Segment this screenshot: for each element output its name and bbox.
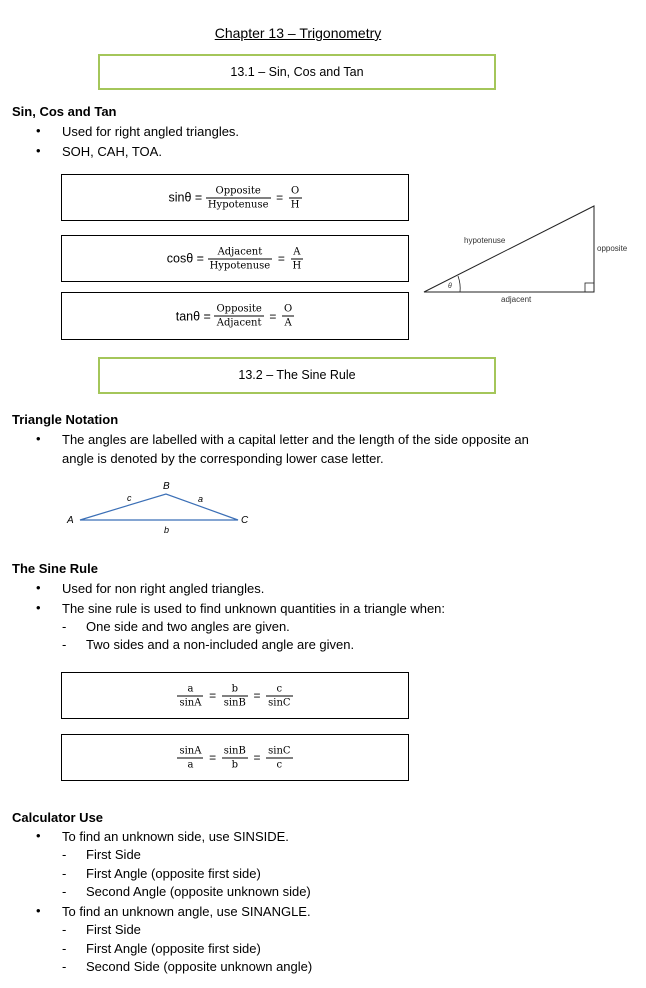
adjacent-label: adjacent <box>501 295 532 304</box>
formula-box-tan <box>61 292 409 340</box>
dash-marker: - <box>62 922 67 937</box>
section-box-13-1 <box>98 54 496 90</box>
theta-label: θ <box>448 283 452 290</box>
right-triangle-diagram <box>418 200 640 310</box>
sub-bullet-text: First Side <box>86 847 141 862</box>
formula-lhs: cosθ = <box>166 251 204 266</box>
denominator: H <box>290 199 300 210</box>
numerator: sinA <box>179 745 202 756</box>
fraction <box>289 184 302 211</box>
bullet-dot: • <box>36 123 41 138</box>
dash-marker: - <box>62 884 67 899</box>
equals-sign: = <box>277 251 285 266</box>
formula-box-sin <box>61 174 409 221</box>
bullet-text: Used for non right angled triangles. <box>62 581 265 596</box>
fraction <box>206 184 271 211</box>
sub-bullet-text: First Angle (opposite first side) <box>86 941 261 956</box>
bullet-dot: • <box>36 143 41 158</box>
heading-calculator-use: Calculator Use <box>12 810 104 825</box>
formula-box-sine-rule-angles <box>61 734 409 781</box>
equals-sign: = <box>253 750 261 765</box>
bullet-dot: • <box>36 828 41 843</box>
bullet-dot: • <box>36 431 41 446</box>
dash-marker: - <box>62 866 67 881</box>
denominator: sinB <box>223 697 246 708</box>
sub-bullet-text: Second Side (opposite unknown angle) <box>86 959 313 974</box>
equals-sign: = <box>209 750 217 765</box>
denominator: Adjacent <box>216 317 262 329</box>
numerator: Opposite <box>216 303 262 315</box>
bullet-text: Used for right angled triangles. <box>62 124 240 139</box>
fraction <box>214 303 263 330</box>
fraction <box>222 744 248 771</box>
bullet-text-continued: angle is denoted by the corresponding lower case letter. <box>62 451 384 466</box>
formula-sine-rule-sides <box>62 682 408 709</box>
equals-sign: = <box>269 309 277 323</box>
bullet-text: The angles are labelled with a capital letter and the length of the side opposite an <box>62 432 529 447</box>
denominator: Hypotenuse <box>209 260 271 271</box>
denominator: A <box>284 317 292 329</box>
equals-sign: = <box>209 688 217 703</box>
sub-bullet-text: Second Angle (opposite unknown side) <box>86 884 311 899</box>
formula-lhs: tanθ = <box>175 309 211 323</box>
bullet-dot: • <box>36 600 41 615</box>
numerator: O <box>284 303 293 315</box>
hypotenuse-label: hypotenuse <box>464 236 506 245</box>
formula-tan <box>62 303 408 330</box>
section-label: 13.2 – The Sine Rule <box>238 368 356 382</box>
numerator: b <box>222 682 248 696</box>
formula-cos <box>62 245 408 272</box>
numerator: c <box>266 682 292 696</box>
formula-box-cos <box>61 235 409 282</box>
denominator: b <box>231 759 238 770</box>
sub-bullet-text: Two sides and a non-included angle are given. <box>86 637 355 652</box>
heading-triangle-notation: Triangle Notation <box>12 412 119 427</box>
sub-bullet-text: First Angle (opposite first side) <box>86 866 261 881</box>
bullet-dot: • <box>36 580 41 595</box>
fraction <box>282 303 294 330</box>
denominator: a <box>187 759 194 770</box>
dash-marker: - <box>62 959 67 974</box>
equals-sign: = <box>253 688 261 703</box>
fraction <box>266 744 292 771</box>
sub-bullet-text: One side and two angles are given. <box>86 619 290 634</box>
bullet-text: SOH, CAH, TOA. <box>62 144 162 159</box>
bullet-text: To find an unknown side, use SINSIDE. <box>62 829 289 844</box>
denominator: Hypotenuse <box>207 199 269 210</box>
right-angle-marker <box>585 283 594 292</box>
denominator: sinC <box>268 697 291 708</box>
formula-lhs: sinθ = <box>168 190 203 205</box>
section-box-13-2 <box>98 357 496 394</box>
fraction <box>222 682 248 709</box>
formula-box-sine-rule-sides <box>61 672 409 719</box>
side-b-label: b <box>164 525 170 535</box>
abc-triangle-shape <box>80 494 238 520</box>
opposite-label: opposite <box>597 244 628 253</box>
equals-sign: = <box>276 190 284 205</box>
numerator: sinC <box>268 745 291 756</box>
fraction <box>291 245 304 272</box>
bullet-text: To find an unknown angle, use SINANGLE. <box>62 904 311 919</box>
vertex-a-label: A <box>67 515 74 526</box>
numerator: O <box>289 184 302 198</box>
section-label: 13.1 – Sin, Cos and Tan <box>230 65 364 79</box>
vertex-c-label: C <box>241 515 249 526</box>
bullet-text: The sine rule is used to find unknown quantities in a triangle when: <box>62 601 446 616</box>
fraction <box>177 744 203 771</box>
numerator: sinB <box>223 745 246 756</box>
numerator: Opposite <box>206 184 271 198</box>
formula-sin <box>62 184 408 211</box>
fraction <box>177 682 203 709</box>
numerator: Adjacent <box>208 245 273 259</box>
fraction <box>208 245 273 272</box>
angle-arc <box>458 276 460 292</box>
heading-sine-rule: The Sine Rule <box>12 561 98 576</box>
numerator: A <box>291 245 304 259</box>
vertex-b-label: B <box>163 481 170 492</box>
formula-sine-rule-angles <box>62 744 408 771</box>
dash-marker: - <box>62 941 67 956</box>
denominator: c <box>276 759 283 770</box>
heading-sin-cos-tan: Sin, Cos and Tan <box>12 104 117 119</box>
bullet-dot: • <box>36 903 41 918</box>
abc-triangle-diagram <box>60 476 270 540</box>
dash-marker: - <box>62 847 67 862</box>
side-a-label: a <box>198 494 204 504</box>
denominator: H <box>292 260 302 271</box>
side-c-label: c <box>127 493 132 503</box>
dash-marker: - <box>62 637 67 652</box>
dash-marker: - <box>62 619 67 634</box>
page-title: Chapter 13 – Trigonometry <box>214 25 382 41</box>
fraction <box>266 682 292 709</box>
sub-bullet-text: First Side <box>86 922 141 937</box>
right-triangle-shape <box>424 206 594 292</box>
numerator: a <box>177 682 203 696</box>
denominator: sinA <box>179 697 202 708</box>
